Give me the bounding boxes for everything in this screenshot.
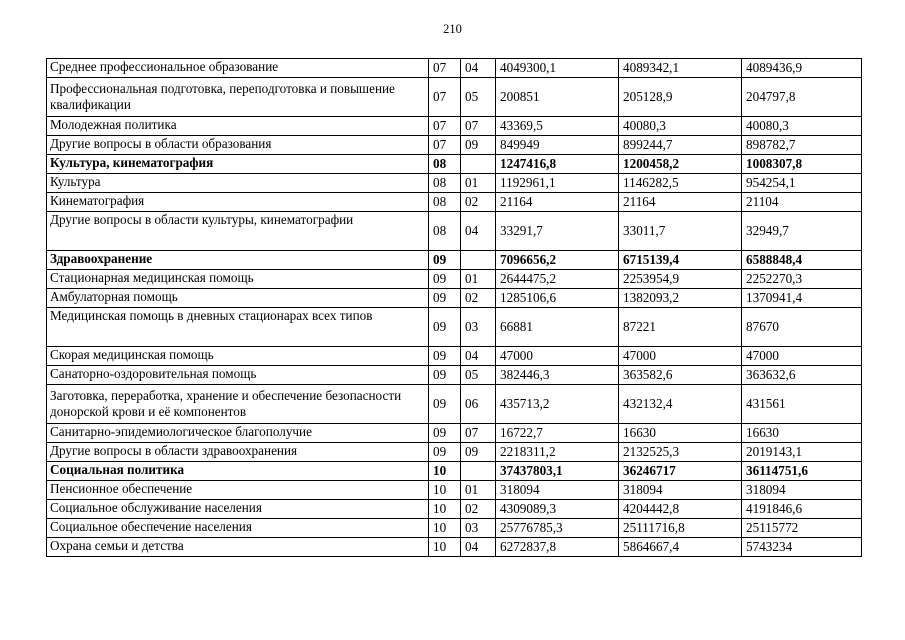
- row-section-code: 10: [429, 481, 461, 500]
- table-row: [47, 519, 862, 538]
- row-amount-1: 2644475,2: [496, 270, 619, 289]
- row-amount-2: 33011,7: [619, 212, 742, 251]
- row-amount-3: 4089436,9: [742, 59, 862, 78]
- row-name: Кинематография: [47, 193, 429, 212]
- table-row: [47, 270, 862, 289]
- row-amount-2: 5864667,4: [619, 538, 742, 557]
- row-subsection-code: 04: [461, 538, 496, 557]
- row-name: Культура, кинематография: [47, 155, 429, 174]
- row-amount-1: 16722,7: [496, 424, 619, 443]
- row-amount-2: 6715139,4: [619, 251, 742, 270]
- row-amount-1: 382446,3: [496, 366, 619, 385]
- table-row: [47, 193, 862, 212]
- row-name: Медицинская помощь в дневных стационарах всех типов: [47, 308, 429, 347]
- row-amount-1: 1192961,1: [496, 174, 619, 193]
- row-amount-3: 318094: [742, 481, 862, 500]
- row-amount-3: 32949,7: [742, 212, 862, 251]
- row-section-code: 09: [429, 443, 461, 462]
- row-amount-1: 66881: [496, 308, 619, 347]
- table-row: [47, 59, 862, 78]
- row-section-code: 08: [429, 212, 461, 251]
- row-amount-1: 4309089,3: [496, 500, 619, 519]
- row-name: Социальная политика: [47, 462, 429, 481]
- row-name: Социальное обслуживание населения: [47, 500, 429, 519]
- row-amount-1: 318094: [496, 481, 619, 500]
- row-amount-1: 33291,7: [496, 212, 619, 251]
- row-subsection-code: 04: [461, 59, 496, 78]
- row-amount-2: 363582,6: [619, 366, 742, 385]
- row-section-code: 10: [429, 462, 461, 481]
- row-amount-1: 25776785,3: [496, 519, 619, 538]
- row-subsection-code: 04: [461, 212, 496, 251]
- row-subsection-code: 02: [461, 193, 496, 212]
- row-section-code: 09: [429, 366, 461, 385]
- table-row: [47, 347, 862, 366]
- row-name: Скорая медицинская помощь: [47, 347, 429, 366]
- row-name: Другие вопросы в области образования: [47, 136, 429, 155]
- row-section-code: 10: [429, 500, 461, 519]
- table-row: [47, 538, 862, 557]
- table-row: [47, 78, 862, 117]
- row-section-code: 08: [429, 174, 461, 193]
- row-amount-1: 43369,5: [496, 117, 619, 136]
- table-row: [47, 136, 862, 155]
- row-subsection-code: [461, 462, 496, 481]
- row-subsection-code: 05: [461, 366, 496, 385]
- budget-table: [46, 58, 862, 557]
- table-row: [47, 500, 862, 519]
- row-amount-3: 898782,7: [742, 136, 862, 155]
- row-amount-1: 435713,2: [496, 385, 619, 424]
- row-amount-2: 205128,9: [619, 78, 742, 117]
- row-name: Пенсионное обеспечение: [47, 481, 429, 500]
- row-subsection-code: 05: [461, 78, 496, 117]
- row-amount-2: 1382093,2: [619, 289, 742, 308]
- row-amount-1: 6272837,8: [496, 538, 619, 557]
- row-amount-3: 204797,8: [742, 78, 862, 117]
- row-subsection-code: [461, 251, 496, 270]
- row-amount-1: 2218311,2: [496, 443, 619, 462]
- table-row: [47, 443, 862, 462]
- table-row: [47, 212, 862, 251]
- row-name: Молодежная политика: [47, 117, 429, 136]
- table-section-row: [47, 251, 862, 270]
- row-section-code: 09: [429, 270, 461, 289]
- row-name: Охрана семьи и детства: [47, 538, 429, 557]
- row-amount-2: 899244,7: [619, 136, 742, 155]
- row-amount-3: 16630: [742, 424, 862, 443]
- row-amount-3: 36114751,6: [742, 462, 862, 481]
- row-section-code: 09: [429, 308, 461, 347]
- row-name: Среднее профессиональное образование: [47, 59, 429, 78]
- row-amount-2: 87221: [619, 308, 742, 347]
- row-amount-1: 849949: [496, 136, 619, 155]
- row-amount-1: 37437803,1: [496, 462, 619, 481]
- row-subsection-code: 06: [461, 385, 496, 424]
- row-name: Заготовка, переработка, хранение и обеспечение безопасности донорской крови и её компонентов: [47, 385, 429, 424]
- row-amount-3: 1370941,4: [742, 289, 862, 308]
- row-amount-3: 47000: [742, 347, 862, 366]
- row-amount-2: 16630: [619, 424, 742, 443]
- row-name: Профессиональная подготовка, переподготовка и повышение квалификации: [47, 78, 429, 117]
- row-amount-1: 47000: [496, 347, 619, 366]
- row-name: Санитарно-эпидемиологическое благополучие: [47, 424, 429, 443]
- row-name: Другие вопросы в области здравоохранения: [47, 443, 429, 462]
- row-amount-1: 1247416,8: [496, 155, 619, 174]
- row-amount-3: 87670: [742, 308, 862, 347]
- row-subsection-code: [461, 155, 496, 174]
- row-subsection-code: 01: [461, 270, 496, 289]
- row-amount-2: 25111716,8: [619, 519, 742, 538]
- row-name: Другие вопросы в области культуры, кинематографии: [47, 212, 429, 251]
- row-amount-3: 4191846,6: [742, 500, 862, 519]
- row-amount-1: 1285106,6: [496, 289, 619, 308]
- row-amount-2: 318094: [619, 481, 742, 500]
- row-subsection-code: 02: [461, 289, 496, 308]
- row-amount-2: 36246717: [619, 462, 742, 481]
- row-subsection-code: 03: [461, 519, 496, 538]
- row-amount-2: 432132,4: [619, 385, 742, 424]
- table-row: [47, 174, 862, 193]
- row-amount-2: 1200458,2: [619, 155, 742, 174]
- row-subsection-code: 07: [461, 117, 496, 136]
- row-amount-3: 21104: [742, 193, 862, 212]
- row-section-code: 09: [429, 347, 461, 366]
- row-amount-3: 431561: [742, 385, 862, 424]
- table-section-row: [47, 462, 862, 481]
- row-amount-2: 1146282,5: [619, 174, 742, 193]
- row-amount-3: 363632,6: [742, 366, 862, 385]
- table-row: [47, 308, 862, 347]
- row-section-code: 08: [429, 155, 461, 174]
- row-subsection-code: 01: [461, 481, 496, 500]
- table-row: [47, 366, 862, 385]
- row-name: Социальное обеспечение населения: [47, 519, 429, 538]
- row-name: Стационарная медицинская помощь: [47, 270, 429, 289]
- row-subsection-code: 09: [461, 136, 496, 155]
- row-amount-3: 40080,3: [742, 117, 862, 136]
- row-amount-3: 6588848,4: [742, 251, 862, 270]
- row-subsection-code: 02: [461, 500, 496, 519]
- row-amount-3: 25115772: [742, 519, 862, 538]
- row-amount-2: 40080,3: [619, 117, 742, 136]
- row-name: Санаторно-оздоровительная помощь: [47, 366, 429, 385]
- row-amount-3: 5743234: [742, 538, 862, 557]
- row-name: Здравоохранение: [47, 251, 429, 270]
- row-name: Амбулаторная помощь: [47, 289, 429, 308]
- row-section-code: 09: [429, 424, 461, 443]
- row-section-code: 07: [429, 59, 461, 78]
- row-amount-2: 4089342,1: [619, 59, 742, 78]
- row-section-code: 10: [429, 538, 461, 557]
- row-amount-2: 47000: [619, 347, 742, 366]
- row-amount-2: 21164: [619, 193, 742, 212]
- row-amount-3: 2252270,3: [742, 270, 862, 289]
- table-row: [47, 117, 862, 136]
- budget-table-body: [47, 59, 862, 557]
- row-name: Культура: [47, 174, 429, 193]
- row-section-code: 10: [429, 519, 461, 538]
- table-row: [47, 424, 862, 443]
- table-section-row: [47, 155, 862, 174]
- table-row: [47, 385, 862, 424]
- table-row: [47, 289, 862, 308]
- row-section-code: 08: [429, 193, 461, 212]
- row-subsection-code: 03: [461, 308, 496, 347]
- row-amount-2: 2253954,9: [619, 270, 742, 289]
- row-amount-3: 2019143,1: [742, 443, 862, 462]
- row-section-code: 09: [429, 289, 461, 308]
- row-amount-2: 4204442,8: [619, 500, 742, 519]
- row-section-code: 07: [429, 78, 461, 117]
- row-subsection-code: 01: [461, 174, 496, 193]
- row-amount-1: 7096656,2: [496, 251, 619, 270]
- row-subsection-code: 04: [461, 347, 496, 366]
- row-amount-3: 1008307,8: [742, 155, 862, 174]
- page-number: 210: [443, 22, 462, 36]
- row-subsection-code: 07: [461, 424, 496, 443]
- row-section-code: 07: [429, 117, 461, 136]
- row-section-code: 09: [429, 385, 461, 424]
- row-section-code: 09: [429, 251, 461, 270]
- row-amount-1: 200851: [496, 78, 619, 117]
- row-amount-1: 4049300,1: [496, 59, 619, 78]
- table-row: [47, 481, 862, 500]
- row-section-code: 07: [429, 136, 461, 155]
- row-amount-2: 2132525,3: [619, 443, 742, 462]
- row-subsection-code: 09: [461, 443, 496, 462]
- row-amount-3: 954254,1: [742, 174, 862, 193]
- row-amount-1: 21164: [496, 193, 619, 212]
